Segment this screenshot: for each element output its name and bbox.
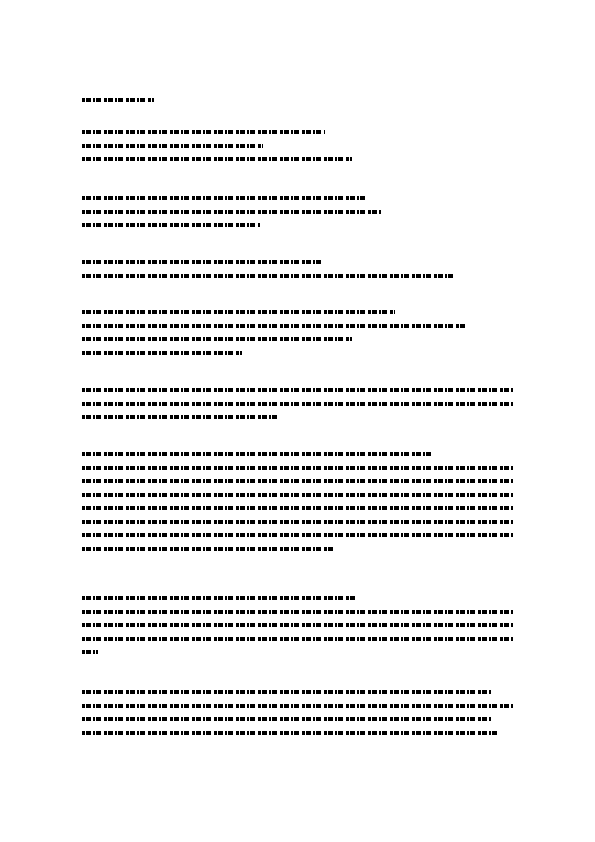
paragraph <box>82 448 514 556</box>
paragraph <box>82 126 514 167</box>
paragraph <box>82 306 514 360</box>
paragraph <box>82 384 514 425</box>
paragraph <box>82 686 514 740</box>
paragraph <box>82 192 514 233</box>
paragraph <box>82 256 514 283</box>
paragraph <box>82 592 514 660</box>
